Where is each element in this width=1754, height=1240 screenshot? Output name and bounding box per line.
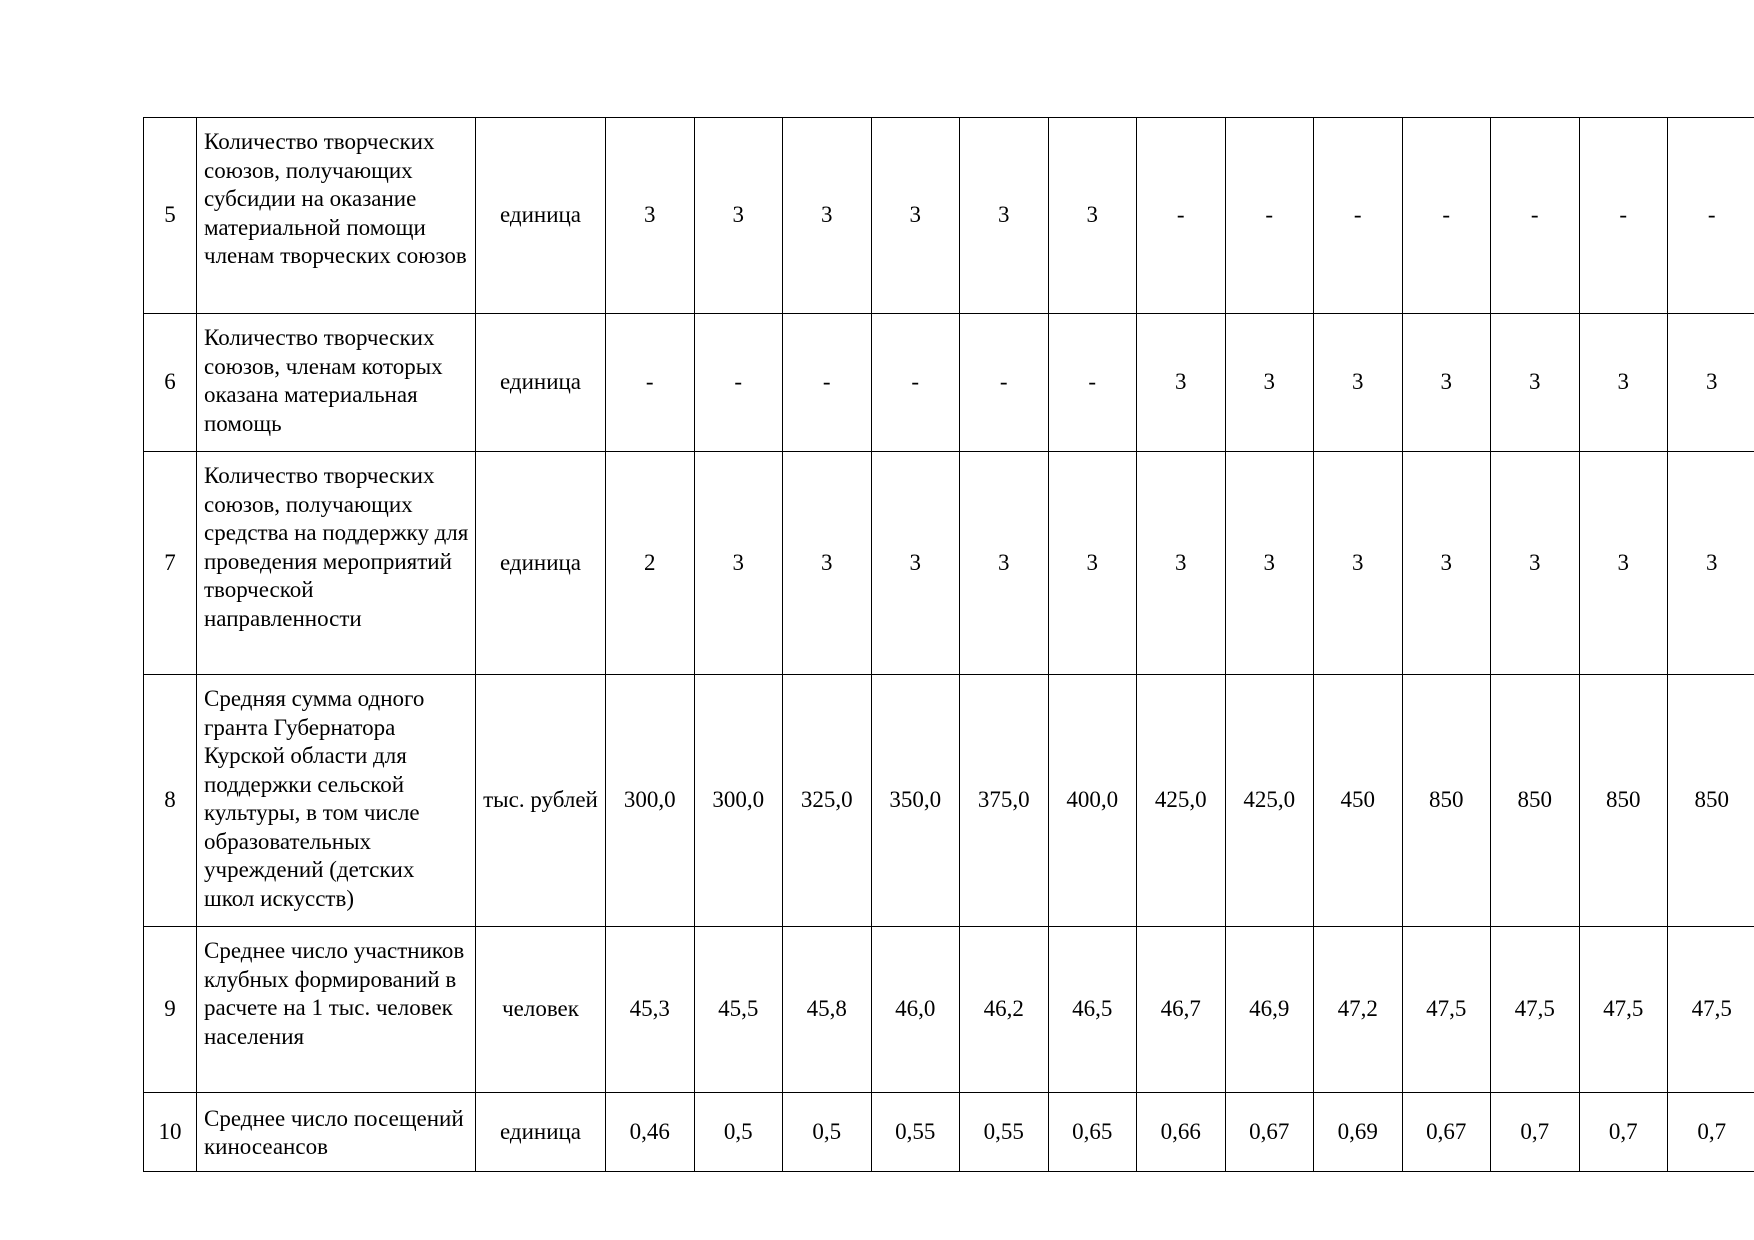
row-number: 6 [144,314,197,452]
value-cell: 0,55 [871,1093,960,1172]
value-cell: 3 [606,118,695,314]
value-cell: - [606,314,695,452]
value-cell: 3 [1491,314,1580,452]
table-row [144,452,1754,675]
value-cell: 0,69 [1314,1093,1403,1172]
value-cell: 46,5 [1048,927,1137,1093]
value-cell: 0,7 [1491,1093,1580,1172]
value-cell: 300,0 [606,675,695,927]
value-cell: 0,67 [1225,1093,1314,1172]
value-cell: 0,66 [1137,1093,1226,1172]
value-cell: - [783,314,872,452]
value-cell: 0,67 [1402,1093,1491,1172]
value-cell: 3 [1668,314,1754,452]
unit-cell: тыс. рублей [476,675,606,927]
value-cell: 47,2 [1314,927,1403,1093]
value-cell: 0,55 [960,1093,1049,1172]
value-cell: 850 [1491,675,1580,927]
value-cell: 45,5 [694,927,783,1093]
value-cell: 3 [1314,314,1403,452]
row-number: 9 [144,927,197,1093]
table-row [144,675,1754,927]
value-cell: 0,5 [694,1093,783,1172]
value-cell: 46,7 [1137,927,1226,1093]
indicator-name: Количество творческих союзов, получающих средства на поддержку для проведения мероприятий творческой направленности [197,452,476,675]
value-cell: 3 [1048,118,1137,314]
value-cell: 45,3 [606,927,695,1093]
value-cell: 3 [871,118,960,314]
value-cell: 3 [1491,452,1580,675]
table-row [144,314,1754,452]
value-cell: 3 [694,118,783,314]
unit-cell: единица [476,452,606,675]
value-cell: - [1579,118,1668,314]
value-cell: 3 [694,452,783,675]
unit-cell: единица [476,314,606,452]
value-cell: 300,0 [694,675,783,927]
value-cell: 3 [960,452,1049,675]
table-row [144,118,1754,314]
value-cell: 0,5 [783,1093,872,1172]
value-cell: 0,65 [1048,1093,1137,1172]
value-cell: 3 [871,452,960,675]
unit-cell: человек [476,927,606,1093]
value-cell: 850 [1579,675,1668,927]
value-cell: 3 [1048,452,1137,675]
value-cell: 46,2 [960,927,1049,1093]
indicator-table [143,117,1754,1172]
value-cell: 850 [1402,675,1491,927]
value-cell: 3 [1314,452,1403,675]
value-cell: 3 [1668,452,1754,675]
value-cell: 3 [1225,452,1314,675]
value-cell: - [694,314,783,452]
value-cell: - [1491,118,1580,314]
value-cell: 350,0 [871,675,960,927]
table-row [144,927,1754,1093]
value-cell: 850 [1668,675,1754,927]
value-cell: 3 [1402,452,1491,675]
value-cell: - [1668,118,1754,314]
value-cell: - [1225,118,1314,314]
indicator-name: Среднее число посещений киносеансов [197,1093,476,1172]
indicator-name: Количество творческих союзов, членам которых оказана материальная помощь [197,314,476,452]
value-cell: 3 [1579,314,1668,452]
value-cell: - [1048,314,1137,452]
value-cell: 3 [1137,452,1226,675]
value-cell: - [1402,118,1491,314]
value-cell: - [1137,118,1226,314]
table-row [144,1093,1754,1172]
value-cell: - [871,314,960,452]
value-cell: 3 [1579,452,1668,675]
value-cell: - [1314,118,1403,314]
value-cell: 46,0 [871,927,960,1093]
indicator-name: Средняя сумма одного гранта Губернатора Курской области для поддержки сельской культуры, в том числе образовательных учреждений (детских школ искусств) [197,675,476,927]
indicator-name: Количество творческих союзов, получающих субсидии на оказание материальной помощи членам творческих союзов [197,118,476,314]
value-cell: 3 [960,118,1049,314]
value-cell: 45,8 [783,927,872,1093]
value-cell: 3 [783,118,872,314]
value-cell: 47,5 [1402,927,1491,1093]
value-cell: 0,7 [1579,1093,1668,1172]
value-cell: 2 [606,452,695,675]
unit-cell: единица [476,1093,606,1172]
row-number: 5 [144,118,197,314]
value-cell: 325,0 [783,675,872,927]
value-cell: 46,9 [1225,927,1314,1093]
value-cell: 0,7 [1668,1093,1754,1172]
value-cell: - [960,314,1049,452]
value-cell: 3 [1402,314,1491,452]
value-cell: 47,5 [1579,927,1668,1093]
indicator-name: Среднее число участников клубных формирований в расчете на 1 тыс. человек населения [197,927,476,1093]
value-cell: 450 [1314,675,1403,927]
row-number: 7 [144,452,197,675]
value-cell: 0,46 [606,1093,695,1172]
value-cell: 400,0 [1048,675,1137,927]
row-number: 8 [144,675,197,927]
value-cell: 3 [1225,314,1314,452]
value-cell: 3 [783,452,872,675]
value-cell: 425,0 [1225,675,1314,927]
value-cell: 47,5 [1668,927,1754,1093]
row-number: 10 [144,1093,197,1172]
value-cell: 375,0 [960,675,1049,927]
unit-cell: единица [476,118,606,314]
value-cell: 47,5 [1491,927,1580,1093]
value-cell: 425,0 [1137,675,1226,927]
value-cell: 3 [1137,314,1226,452]
